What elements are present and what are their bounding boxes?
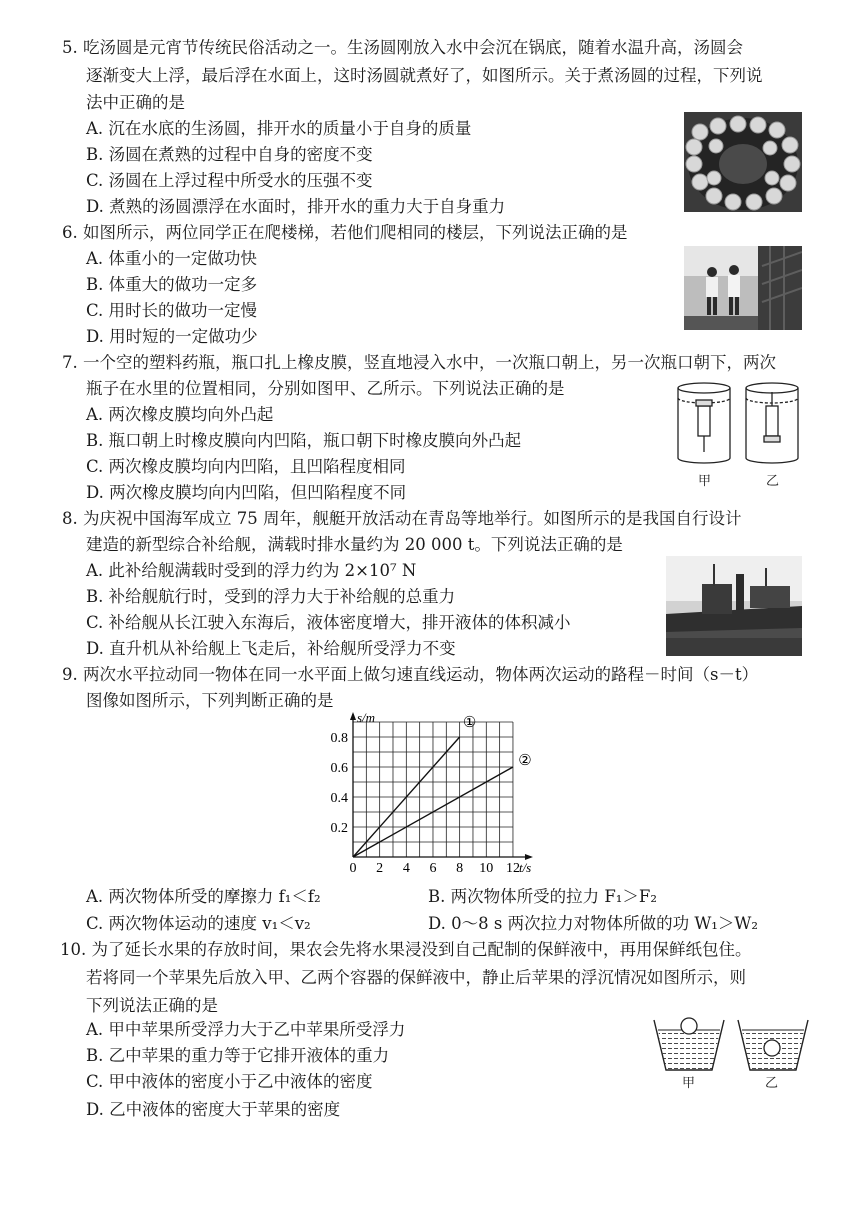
tangyuan-illustration <box>684 112 802 212</box>
question-5-line-2: 逐渐变大上浮，最后浮在水面上，这时汤圆就煮好了，如图所示。关于煮汤圆的过程，下列说 <box>86 66 763 85</box>
stair-climbing-illustration <box>684 246 802 330</box>
s-t-graph <box>318 710 548 878</box>
y-tick-label: 0.4 <box>330 791 348 806</box>
supply-ship-photo <box>666 556 802 656</box>
bottle-beakers-figure <box>672 376 802 489</box>
question-9-option-d: D. 0～8 s 两次拉力对物体所做的功 W₁＞W₂ <box>428 914 758 933</box>
question-8-option-d: D. 直升机从补给舰上飞走后，补给舰所受浮力不变 <box>86 639 456 658</box>
apple-containers-figure <box>650 1016 810 1091</box>
beaker-label-jia: 甲 <box>698 474 712 489</box>
question-8-line-1: 8. 为庆祝中国海军成立 75 周年，舰艇开放活动在青岛等地举行。如图所示的是我国自行设计 <box>62 509 742 528</box>
question-10-line-2: 若将同一个苹果先后放入甲、乙两个容器的保鲜液中，静止后苹果的浮沉情况如图所示，则 <box>86 968 746 987</box>
x-tick-label: 4 <box>402 861 410 876</box>
bottle-beakers-illustration <box>672 376 802 468</box>
question-6-option-d: D. 用时短的一定做功少 <box>86 327 258 346</box>
y-axis-label: s/m <box>357 710 376 725</box>
x-tick-label: 8 <box>456 861 464 876</box>
question-7-option-a: A. 两次橡皮膜均向外凸起 <box>86 405 274 424</box>
x-tick-label: 6 <box>429 861 437 876</box>
question-8-option-c: C. 补给舰从长江驶入东海后，液体密度增大，排开液体的体积减小 <box>86 613 571 632</box>
x-tick-label: 2 <box>376 861 384 876</box>
y-tick-label: 0.2 <box>330 821 348 836</box>
question-7-line-2: 瓶子在水里的位置相同，分别如图甲、乙所示。下列说法正确的是 <box>86 379 565 398</box>
question-8-line-2: 建造的新型综合补给舰，满载时排水量约为 20 000 t。下列说法正确的是 <box>86 535 623 554</box>
question-5-option-b: B. 汤圆在煮熟的过程中自身的密度不变 <box>86 145 373 164</box>
question-10-option-c: C. 甲中液体的密度小于乙中液体的密度 <box>86 1072 373 1091</box>
question-7-option-c: C. 两次橡皮膜均向内凹陷，且凹陷程度相同 <box>86 457 406 476</box>
y-tick-label: 0.8 <box>330 731 348 746</box>
question-5-option-c: C. 汤圆在上浮过程中所受水的压强不变 <box>86 171 373 190</box>
question-10-option-b: B. 乙中苹果的重力等于它排开液体的重力 <box>86 1046 390 1065</box>
series-label: ② <box>518 753 532 769</box>
question-5-line-3: 法中正确的是 <box>86 93 185 112</box>
question-5-option-d: D. 煮熟的汤圆漂浮在水面时，排开水的重力大于自身重力 <box>86 197 506 216</box>
question-9-line-2: 图像如图所示，下列判断正确的是 <box>86 691 334 710</box>
container-label-yi: 乙 <box>765 1076 779 1091</box>
question-10-option-a: A. 甲中苹果所受浮力大于乙中苹果所受浮力 <box>86 1020 406 1039</box>
question-6-option-b: B. 体重大的做功一定多 <box>86 275 258 294</box>
stair-climbing-photo <box>684 246 802 330</box>
question-9-option-b: B. 两次物体所受的拉力 F₁＞F₂ <box>428 887 657 906</box>
question-9-option-c: C. 两次物体运动的速度 v₁＜v₂ <box>86 914 311 933</box>
x-tick-label: 12 <box>505 861 520 876</box>
series-label: ① <box>462 715 477 731</box>
x-tick-label: 10 <box>479 861 494 876</box>
x-tick-label: 0 <box>349 861 357 876</box>
container-label-jia: 甲 <box>682 1076 696 1091</box>
beaker-label-yi: 乙 <box>766 474 780 489</box>
chart-grid <box>353 722 513 857</box>
question-7-option-d: D. 两次橡皮膜均向内凹陷，但凹陷程度不同 <box>86 483 407 502</box>
question-10-option-d: D. 乙中液体的密度大于苹果的密度 <box>86 1100 341 1119</box>
question-10-line-1: 10. 为了延长水果的存放时间，果农会先将水果浸没到自己配制的保鲜液中，再用保鲜纸包住。 <box>60 940 752 959</box>
supply-ship-illustration <box>666 556 802 656</box>
y-axis-arrow <box>350 712 356 720</box>
question-7-option-b: B. 瓶口朝上时橡皮膜向内凹陷，瓶口朝下时橡皮膜向外凸起 <box>86 431 522 450</box>
question-6-line-1: 6. 如图所示，两位同学正在爬楼梯，若他们爬相同的楼层，下列说法正确的是 <box>62 223 628 242</box>
x-axis-label: t/s <box>518 860 532 875</box>
chart-axes <box>350 712 533 860</box>
chart-labels <box>331 710 532 876</box>
question-5-line-1: 5. 吃汤圆是元宵节传统民俗活动之一。生汤圆刚放入水中会沉在锅底，随着水温升高，汤圆会 <box>62 38 743 57</box>
question-8-option-b: B. 补给舰航行时，受到的浮力大于补给舰的总重力 <box>86 587 456 606</box>
y-tick-label: 0.6 <box>330 761 348 776</box>
question-8-option-a: A. 此补给舰满载时受到的浮力约为 2×10⁷ N <box>86 561 417 580</box>
tangyuan-photo <box>684 112 802 212</box>
question-10-line-3: 下列说法正确的是 <box>86 996 218 1015</box>
apple-containers-illustration <box>650 1016 810 1074</box>
question-9-line-1: 9. 两次水平拉动同一物体在同一水平面上做匀速直线运动，物体两次运动的路程－时间（s－t） <box>62 665 759 684</box>
question-7-line-1: 7. 一个空的塑料药瓶，瓶口扎上橡皮膜，竖直地浸入水中，一次瓶口朝上，另一次瓶口朝下，两次 <box>62 353 776 372</box>
question-5-option-a: A. 沉在水底的生汤圆，排开水的质量小于自身的质量 <box>86 119 472 138</box>
question-6-option-a: A. 体重小的一定做功快 <box>86 249 257 268</box>
question-9-option-a: A. 两次物体所受的摩擦力 f₁＜f₂ <box>86 887 321 906</box>
question-6-option-c: C. 用时长的做功一定慢 <box>86 301 258 320</box>
